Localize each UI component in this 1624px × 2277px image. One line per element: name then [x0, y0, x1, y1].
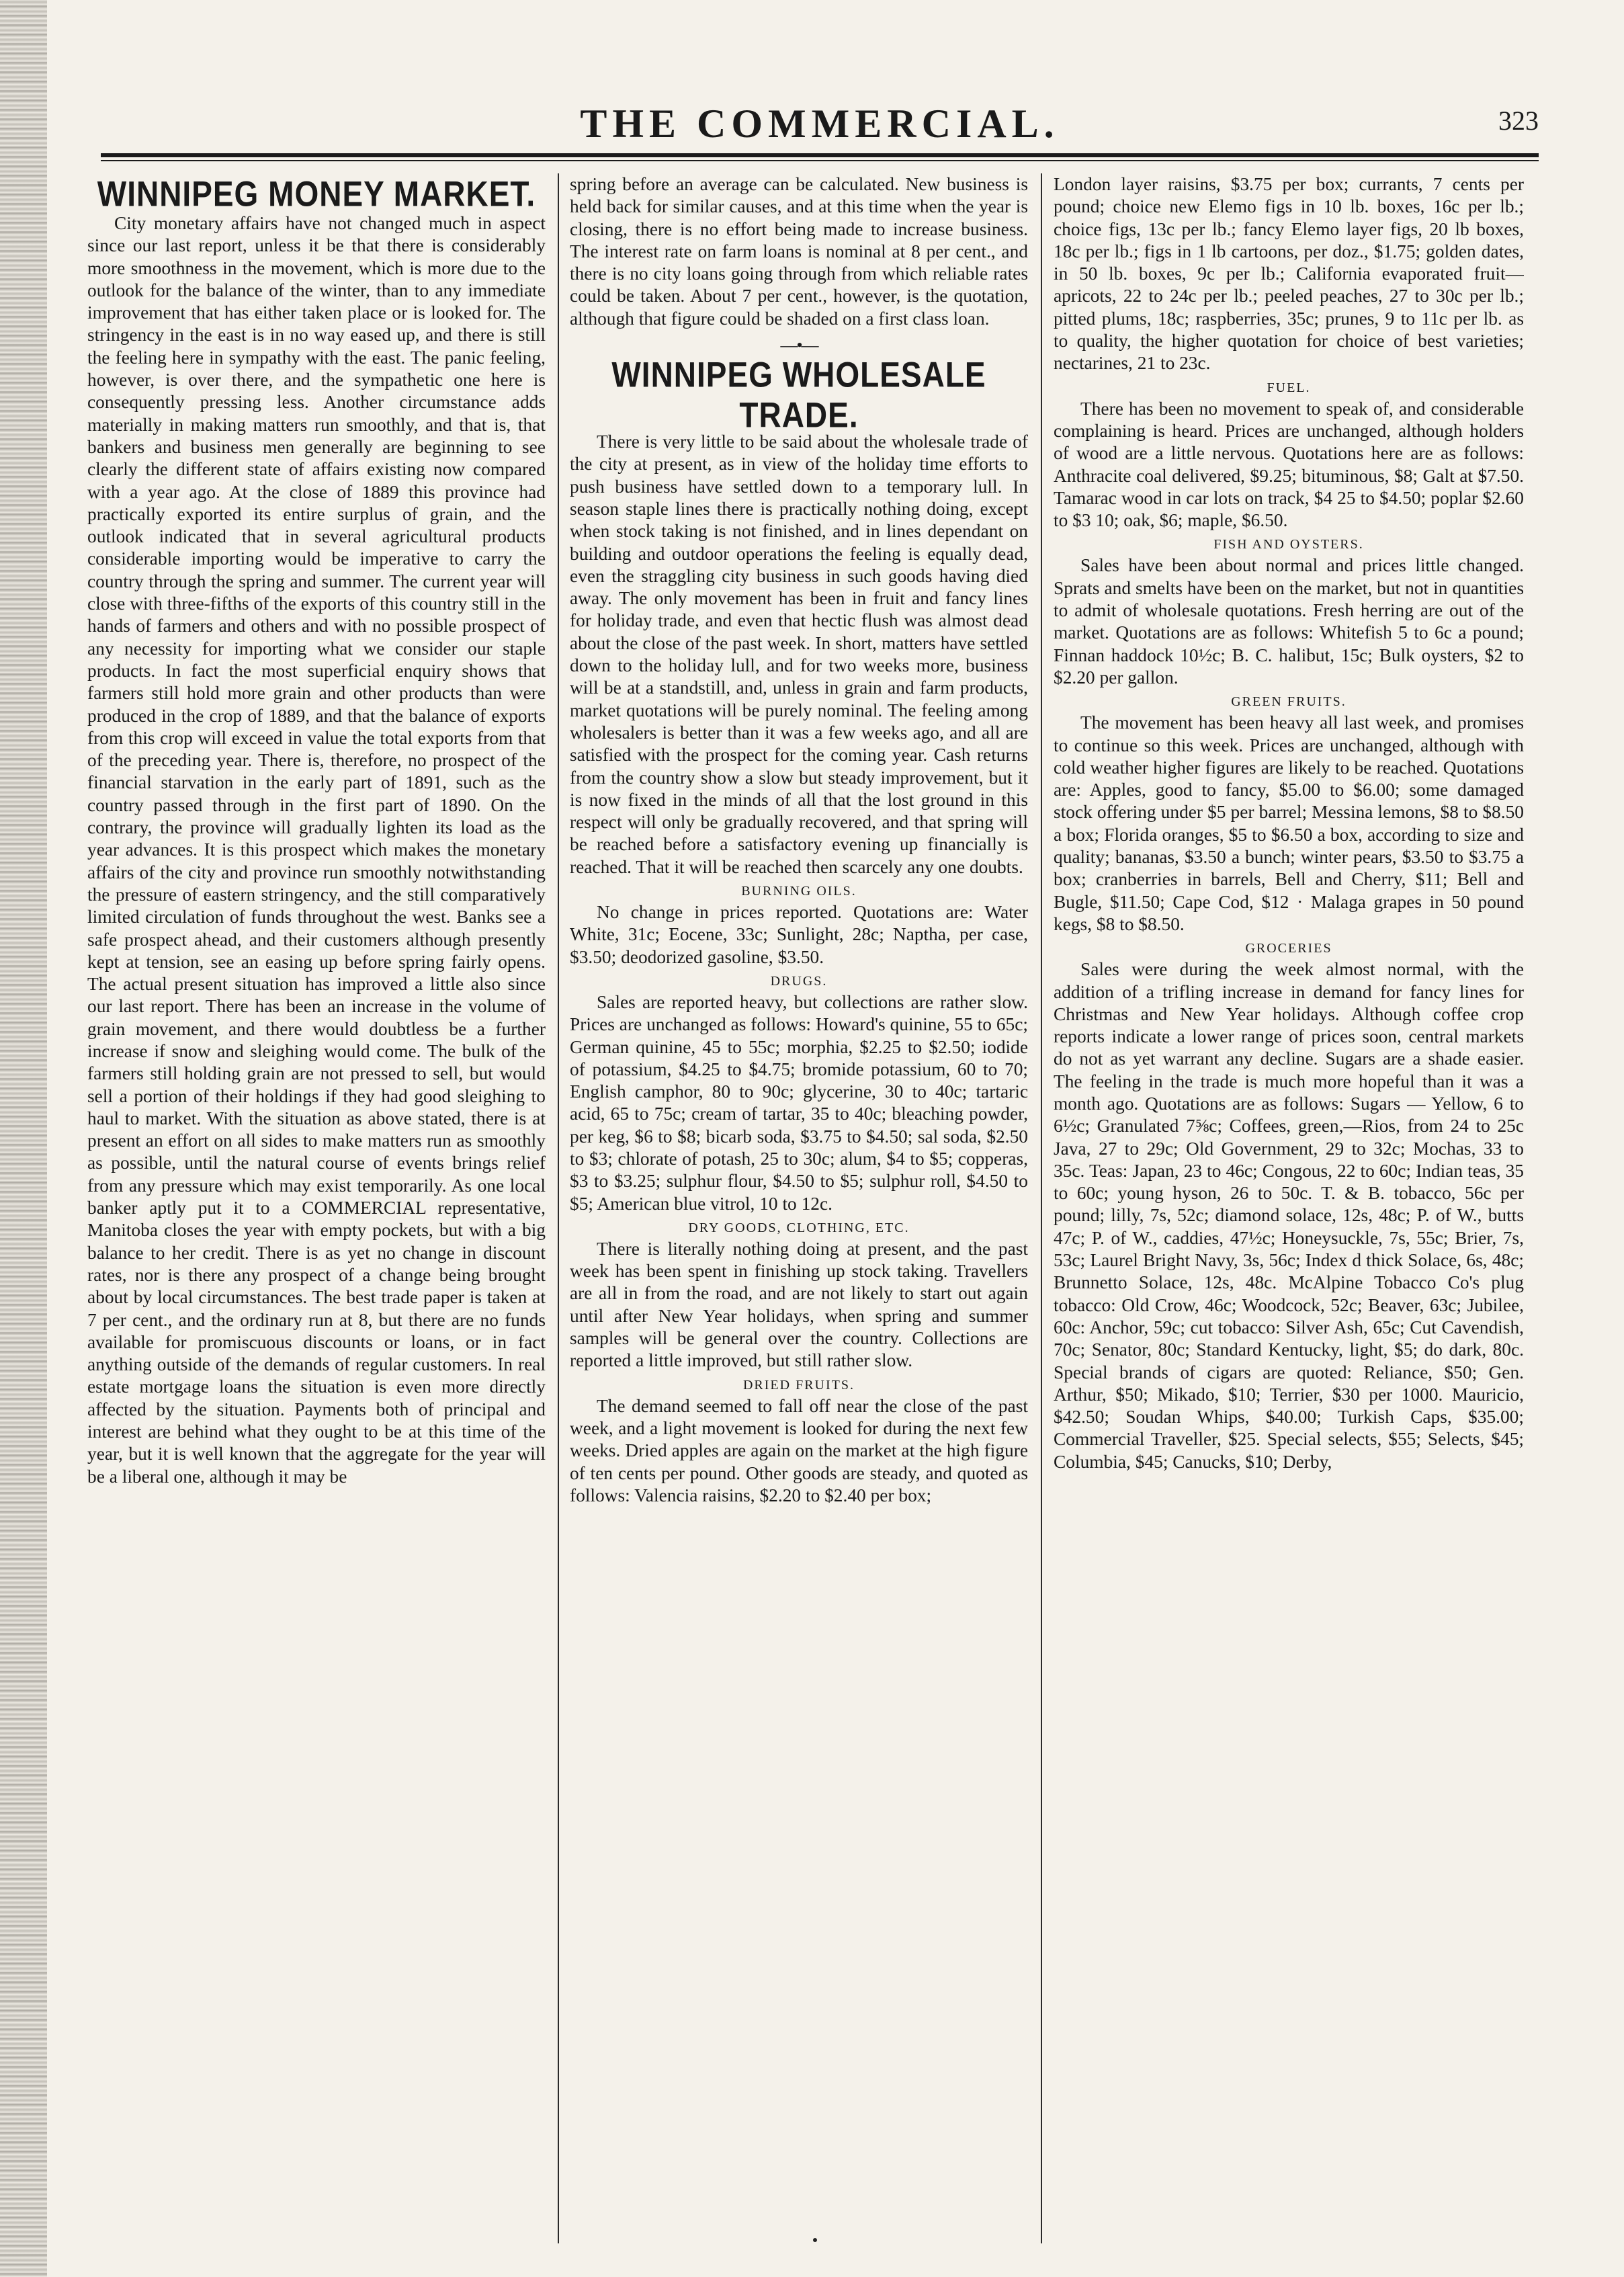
column-divider-1: [558, 173, 559, 2243]
page-number: 323: [1498, 106, 1539, 136]
print-speck: [813, 2238, 817, 2242]
section-body-fuel: There has been no movement to speak of, and considerable complaining is heard. Prices are unchanged, although holders of wood are a little nervous. Quotations here are as follows: Anthracite coal delivered, $9.25; bituminous, $8; Galt at $7.50. Tamarac wood in car lots on track, $4 25 to $4.50; poplar $2.60 to $3 10; oak, $6; maple, $6.50.: [1054, 398, 1524, 531]
dried-fruits-continuation: London layer raisins, $3.75 per box; currants, 7 cents per pound; choice new Elemo figs in 10 lb. boxes, 16c per lb.; choice figs, 13c per lb.; fancy Elemo layer figs, 20 lb boxes, 18c per lb.; figs in 1 lb cartoons, per doz., $1.75; golden dates, in 50 lb. boxes, 9c per lb.; California evaporated fruit—apricots, 22 to 24c per lb.; peeled peaches, 27 to 30c per lb.; pitted plums, 18c; raspberries, 35c; prunes, 9 to 11c per lb. as to quality, the higher quotation for choice of best varieties; nectarines, 21 to 23c.: [1054, 174, 1524, 374]
section-body-green-fruits: The movement has been heavy all last week, and promises to continue so this week. Prices are unchanged, although with cold weather higher figures are likely to be reached. Quotations are: Apples, good to fancy, $5.00 to $6.00; some damaged stock offering under $5 per barrel; Messina lemons, $8 to $8.50 a box; Florida oranges, $5 to $6.50 a box, according to size and quality; bananas, $3.50 a bunch; winter pears, $3.50 to $3.75 a box; cranberries in barrels, Bell and Cherry, $11; Bell and Bugle, $11.50; Cape Cod, $12 · Malaga grapes in 50 pound kegs, $8 to $8.50.: [1054, 712, 1524, 934]
article-heading-wholesale-trade: WINNIPEG WHOLESALE TRADE.: [611, 354, 986, 435]
section-body-fish-oysters: Sales have been about normal and prices little changed. Sprats and smelts have been on the market, but not in quantities to admit of wholesale quotations. Fresh herring are out of the market. Quotations are as follows: Whitefish 5 to 6c a pound; Finnan haddock 10½c; B. C. halibut, 15c; Bulk oysters, $2 to $2.20 per gallon.: [1054, 555, 1524, 688]
section-body-burning-oils: No change in prices reported. Quotations are: Water White, 31c; Eocene, 33c; Sunlight, 28c; Naptha, per case, $3.50; deodorized gasoline, $3.50.: [570, 902, 1028, 967]
article-separator: —•—: [780, 335, 818, 356]
column-3: [1054, 173, 1524, 2257]
section-body-dry-goods: There is literally nothing doing at present, and the past week has been spent in finishing up stock taking. Travellers are all in from the road, and are not likely to start out again until after New Year holidays, when spring and summer samples will be general over the country. Collections are reported a little improved, but still rather slow.: [570, 1238, 1028, 1371]
section-title-groceries: GROCERIES: [1245, 941, 1332, 956]
wholesale-intro: There is very little to be said about the wholesale trade of the city at present, as in view of the holiday time efforts to push business have settled down to a temporary lull. In season staple lines there is practically nothing doing, except when stock taking is not finished, and in lines dependant on building and outdoor operations the feeling is equally dead, even the straggling city business in such goods having died away. The only movement has been in fruit and fancy lines for holiday trade, and even that hectic flush was almost dead about the close of the past week. In short, matters have settled down to the holiday lull, and for two weeks more, business will be at a standstill, and, unless in grain and farm products, market quotations will be purely nominal. The feeling among wholesalers is better than it was a few weeks ago, and all are satisfied with the prospect for the coming year. Cash returns from the country show a slow but steady improvement, but it is now fixed in the minds of all that the lost ground in this respect will only be gradually recovered, and that spring will be reached before a satisfactory evening up financially is reached. That it will be reached then scarcely any one doubts.: [570, 431, 1028, 877]
header-rule-thick: [101, 153, 1539, 157]
column-1: [87, 173, 546, 2257]
newspaper-title: THE COMMERCIAL.: [580, 101, 1060, 146]
article-heading-money-market: WINNIPEG MONEY MARKET.: [97, 173, 536, 214]
article-body-money-market: City monetary affairs have not changed much in aspect since our last report, unless it be that there is considerably more smoothness in the movement, which is more due to the outlook for the balance of the winter, than to any immediate improvement that has either taken place or is looked for. The stringency in the east is in no way eased up, and there is still the feeling here in sympathy with the east. The panic feeling, however, is over there, and the sympathetic one here is consequently pressing less. Another circumstance adds materially in making matters run smoothly, and that is, that bankers and business men generally are beginning to see clearly the different state of affairs existing now compared with a year ago. At the close of 1889 this province had practically exported its entire surplus of grain, and the outlook indicated that in several agricultural products considerable importing would be imperative to carry the country through the spring and summer. The current year will close with three-fifths of the exports of this country still in the hands of farmers and others and with no possible prospect of any necessity for importing what we consider our staple products. In fact the most superficial enquiry shows that farmers still hold more grain and other products than were produced in the crop of 1889, and that the balance of exports from this crop will exceed in value the total exports from that of the preceding year. There is, therefore, no prospect of the financial starvation in the early part of 1891, such as the country passed through in the first part of 1890. On the contrary, the province will gradually lighten its load as the year advances. It is this prospect which makes the monetary affairs of the city and province run smoothly notwithstanding the pressure of eastern stringency, and the still comparatively limited circulation of funds throughout the west. Banks see a safe prospect ahead, and their customers although presently kept at tension, see an easing up before spring fairly opens. The actual present situation has improved a little also since our last report. There has been an increase in the volume of grain movement, and there would doubtless be a further increase if snow and sleighing would come. The bulk of the farmers still holding grain are not pressed to sell, but would sell a portion of their holdings if they had good sleighing to haul to market. With the situation as above stated, there is at present an effort on all sides to make matters run as smoothly as possible, until the natural course of events brings relief from any pressure which may exist temporarily. As one local banker aptly put it to a COMMERCIAL representative, Manitoba closes the year with empty pockets, but with a big balance to her credit. There is as yet no change in discount rates, nor is there any prospect of a change being brought about by local circumstances. The best trade paper is taken at 7 per cent., and the ordinary run at 8, but there are no funds available for promiscuous discounts or loans, or in fact anything outside of the demands of regular customers. In real estate mortgage loans the situation is even more directly affected by the situation. Payments both of principal and interest are behind what they ought to be at this time of the year, but it is well known that the aggregate for the year will be a liberal one, although it may be: [87, 213, 546, 1487]
section-title-dried-fruits: DRIED FRUITS.: [742, 1377, 855, 1393]
column-2: [570, 173, 1028, 2257]
section-title-dry-goods: DRY GOODS, CLOTHING, ETC.: [688, 1220, 910, 1235]
section-title-fuel: FUEL.: [1267, 380, 1311, 395]
section-title-drugs: DRUGS.: [770, 973, 828, 989]
money-market-continuation: spring before an average can be calculated. New business is held back for similar causes, and at this time when the year is closing, there is no effort being made to increase business. The interest rate on farm loans is nominal at 8 per cent., and there is no city loans going through from which reliable rates could be taken. About 7 per cent., however, is the quotation, although that figure could be shaded on a first class loan.: [570, 174, 1028, 329]
section-title-burning-oils: BURNING OILS.: [741, 884, 857, 899]
scan-edge-shadow: [0, 0, 47, 2277]
section-body-groceries: Sales were during the week almost normal, with the addition of a trifling increase in demand for fancy lines for Christmas and New Year holidays. Although coffee crop reports indicate a lower range of prices soon, central markets do not as yet warrant any decline. Sugars are a shade easier. The feeling in the trade is much more hopeful than it was a month ago. Quotations are as follows: Sugars — Yellow, 6 to 6½c; Granulated 7⅝c; Coffees, green,—Rios, from 24 to 25c Java, 27 to 29c; Old Government, 29 to 32c; Mochas, 33 to 35c. Teas: Japan, 23 to 46c; Congous, 22 to 60c; Indian teas, 35 to 60c; young hyson, 26 to 50c. T. & B. tobacco, 56c per pound; lilly, 7s, 52c; diamond solace, 12s, 48c; P. of W., butts 47c; P. of W., caddies, 47½c; Honeysuckle, 7s, 55c; Brier, 7s, 53c; Laurel Bright Navy, 3s, 56c; Index d thick Solace, 6s, 48c; Brunnetto Solace, 12s, 48c. McAlpine Tobacco Co's plug tobacco: Old Crow, 46c; Woodcock, 52c; Beaver, 63c; Jubilee, 60c: Anchor, 59c; cut tobacco: Silver Ash, 65c; Cut Cavendish, 70c; Senator, 80c; Standard Kentucky, light, $5; do dark, 80c. Special brands of cigars are quoted: Reliance, $50; Gen. Arthur, $50; Mikado, $10; Terrier, $30 per 1000. Mauricio, $42.50; Soudan Whips, $40.00; Turkish Caps, $35.00; Commercial Traveller, $25. Special selects, $55; Selects, $45; Columbia, $45; Canucks, $10; Derby,: [1054, 959, 1524, 1472]
section-body-dried-fruits: The demand seemed to fall off near the close of the past week, and a light movement is looked for during the next few weeks. Dried apples are again on the market at the high figure of ten cents per pound. Other goods are steady, and quoted as follows: Valencia raisins, $2.20 to $2.40 per box;: [570, 1395, 1028, 1505]
header-rule-thin: [101, 160, 1539, 161]
section-body-drugs: Sales are reported heavy, but collections are rather slow. Prices are unchanged as follows: Howard's quinine, 55 to 65c; German quinine, 45 to 55c; morphia, $2.25 to $2.50; iodide of potassium, $4.25 to $4.75; bromide potassium, 60 to 70; English camphor, 80 to 90c; glycerine, 30 to 40c; tartaric acid, 65 to 75c; cream of tartar, 35 to 40c; bleaching powder, per keg, $6 to $8; bicarb soda, $3.75 to $4.50; sal soda, $2.50 to $3; chlorate of potash, 25 to 30c; alum, $4 to $5; copperas, $3 to $3.25; sulphur flour, $4.50 to $5; sulphur roll, $4.50 to $5; American blue vitrol, 10 to 12c.: [570, 991, 1028, 1214]
section-title-fish-oysters: FISH AND OYSTERS.: [1213, 537, 1364, 552]
masthead: [101, 101, 1539, 148]
section-title-green-fruits: GREEN FRUITS.: [1231, 694, 1347, 710]
column-divider-2: [1041, 173, 1042, 2243]
